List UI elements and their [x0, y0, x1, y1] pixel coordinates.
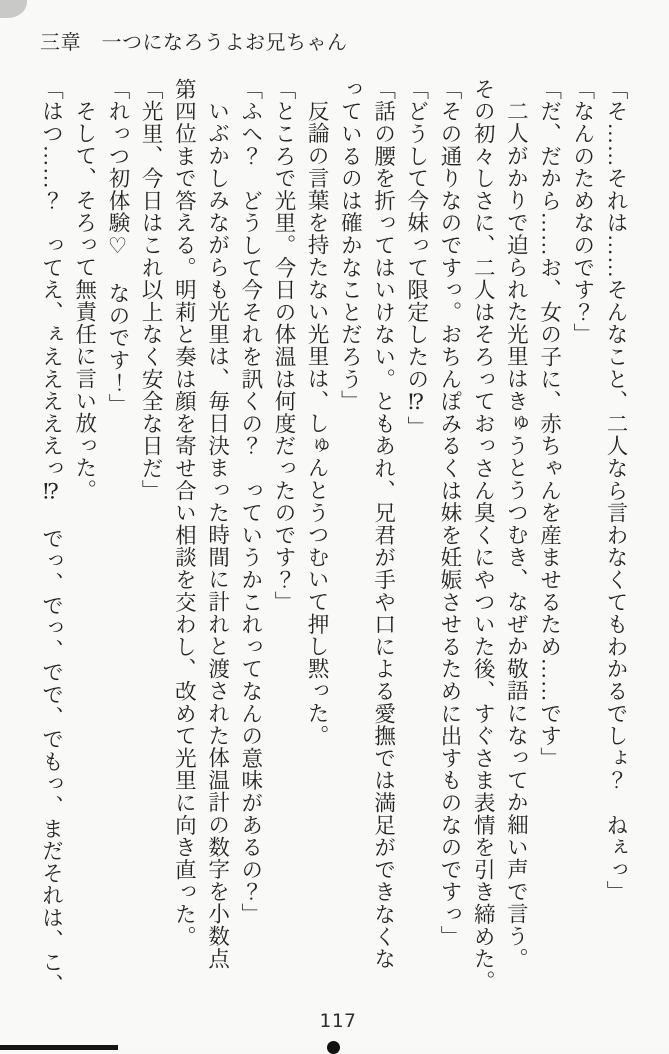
scan-bar-artifact [0, 1045, 118, 1050]
text-line: いぶかしみながらも光里は、毎日決まった時間に計れと渡された体温計の数字を小数点 [205, 99, 230, 970]
text-line: 反論の言葉を持たない光里は、しゅんとうつむいて押し黙った。 [305, 99, 330, 747]
text-line: 「れっつ初体験♡ なのです！」 [105, 78, 130, 416]
page-number: 117 [319, 1010, 357, 1032]
text-line: 「ふへ？ どうして今それを訊くの？ っていうかこれってなんの意味があるの？」 [238, 78, 263, 926]
text-line: 第四位まで答える。明莉と奏は顔を寄せ合い相談を交わし、改めて光里に向き直った。 [172, 78, 197, 948]
text-line: 「光里、今日はこれ以上なく安全な日だ」 [139, 78, 164, 502]
text-line: その初々しさに、二人はそろっておっさん臭くにやついた後、すぐさま表情を引き締めた。 [471, 78, 496, 993]
text-line: 「はつ……？ ってえ、ぇえええええっ⁉ でっ、でっ、でで、でもっ、まだそれは、こ、 [39, 78, 64, 996]
scan-corner-artifact [0, 0, 27, 18]
text-line: 「どうして今妹って限定したの⁉」 [404, 78, 429, 439]
main-text-block [35, 78, 632, 996]
scan-dot-artifact [327, 1041, 340, 1054]
text-line: そして、そろって無責任に言い放った。 [72, 99, 97, 501]
text-line: 「なんのためなのです？」 [570, 78, 595, 346]
text-line: 「ところで光里。今日の体温は何度だったのです？」 [271, 78, 296, 614]
text-line: 「そ……それは……そんなこと、二人なら言わなくてもわかるでしょ？ ねぇっ」 [604, 78, 628, 904]
chapter-header: 三章 一つになろうよお兄ちゃん [40, 32, 348, 54]
text-line: っているのは確かなことだろう」 [338, 78, 363, 413]
text-line: 「だ、だから……お、女の子に、赤ちゃんを産ませるため……です」 [537, 78, 562, 770]
text-line: 二人がかりで迫られた光里はきゅうとうつむき、なぜか敬語になってか細い声で言う。 [504, 99, 529, 970]
text-line: 「話の腰を折ってはいけない。ともあれ、兄君が手や口による愛撫では満足ができなくな [371, 78, 396, 970]
text-line: 「その通りなのですっ。おちんぽみるくは妹を妊娠させるために出すものなのですっ」 [437, 78, 462, 948]
